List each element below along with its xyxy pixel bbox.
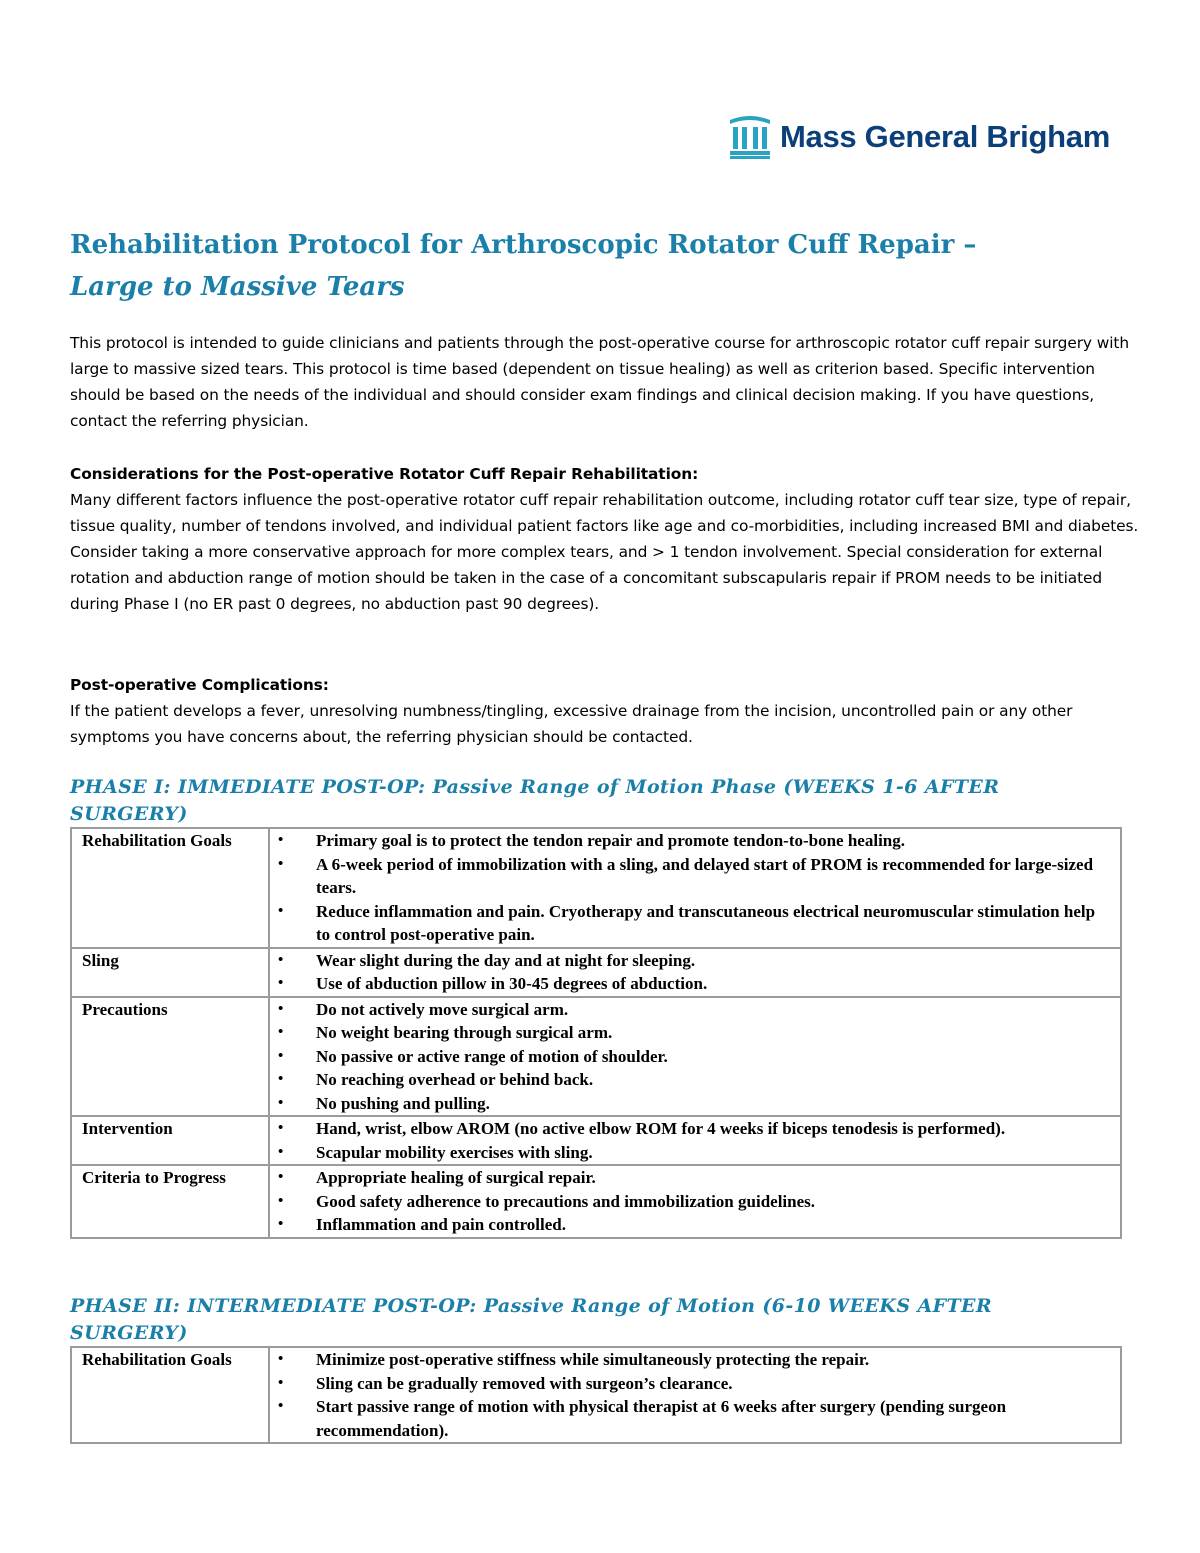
bullet-list xyxy=(270,1348,1110,1442)
list-item: • Sling can be gradually removed with surgeon’s clearance. xyxy=(270,1372,1110,1396)
row-label: Precautions xyxy=(71,997,269,1117)
row-items xyxy=(269,1347,1121,1443)
phase-2-heading: PHASE II: INTERMEDIATE POST-OP: Passive Range of Motion (6-10 WEEKS AFTER SURGERY) xyxy=(70,1295,993,1344)
list-item: • A 6-week period of immobilization with a sling, and delayed start of PROM is recommended for large-sized tears. xyxy=(270,853,1110,900)
brand-name: Mass General Brigham xyxy=(780,119,1110,154)
protocol-row xyxy=(71,1116,1121,1165)
row-items xyxy=(269,997,1121,1117)
list-item: • No passive or active range of motion of shoulder. xyxy=(270,1045,1110,1069)
intro-paragraph: This protocol is intended to guide clinicians and patients through the post-operative course for arthroscopic rotator cuff repair surgery with large to massive sized tears. This protocol is time based (dependent on tissue healing) as well as criterion based. Specific intervention should be based on the needs of the individual and should consider exam findings and clinical decision making. If you have questions, contact the referring physician. xyxy=(70,334,1129,430)
row-items xyxy=(269,1116,1121,1165)
list-item: • Start passive range of motion with physical therapist at 6 weeks after surgery (pending surgeon recommendation). xyxy=(270,1395,1110,1442)
list-item: • Primary goal is to protect the tendon repair and promote tendon-to-bone healing. xyxy=(270,829,1110,853)
list-item: • Use of abduction pillow in 30-45 degrees of abduction. xyxy=(270,972,1110,996)
list-item: • Inflammation and pain controlled. xyxy=(270,1213,1110,1237)
list-item: • Wear slight during the day and at night for sleeping. xyxy=(270,949,1110,973)
bullet-list xyxy=(270,998,1110,1116)
list-item: • Do not actively move surgical arm. xyxy=(270,998,1110,1022)
list-item: • Scapular mobility exercises with sling. xyxy=(270,1141,1110,1165)
row-label: Rehabilitation Goals xyxy=(71,828,269,948)
building-columns-icon xyxy=(728,114,772,160)
row-label: Sling xyxy=(71,948,269,997)
row-items xyxy=(269,1165,1121,1238)
complications-section xyxy=(70,672,1140,750)
complications-heading: Post-operative Complications: xyxy=(70,676,329,694)
protocol-row xyxy=(71,948,1121,997)
bullet-list xyxy=(270,949,1110,996)
list-item: • Hand, wrist, elbow AROM (no active elbow ROM for 4 weeks if biceps tenodesis is performed). xyxy=(270,1117,1110,1141)
considerations-body: Many different factors influence the post-operative rotator cuff repair rehabilitation outcome, including rotator cuff tear size, type of repair, tissue quality, number of tendons involved, and individual patient factors like age and co-morbidities, including increased BMI and diabetes. Consider taking a more conservative approach for more complex tears, and > 1 tendon involvement. Special consideration for external rotation and abduction range of motion should be taken in the case of a concomitant subscapularis repair if PROM needs to be initiated during Phase I (no ER past 0 degrees, no abduction past 90 degrees). xyxy=(70,491,1139,613)
complications-body: If the patient develops a fever, unresolving numbness/tingling, excessive drainage from the incision, uncontrolled pain or any other symptoms you have concerns about, the referring physician should be contacted. xyxy=(70,702,1073,746)
list-item: • No pushing and pulling. xyxy=(270,1092,1110,1116)
protocol-row xyxy=(71,828,1121,948)
list-item: • Minimize post-operative stiffness while simultaneously protecting the repair. xyxy=(270,1348,1110,1372)
row-label: Criteria to Progress xyxy=(71,1165,269,1238)
phase-1-heading: PHASE I: IMMEDIATE POST-OP: Passive Range of Motion Phase (WEEKS 1-6 AFTER SURGERY) xyxy=(70,776,1000,825)
considerations-section xyxy=(70,461,1140,617)
list-item: • Appropriate healing of surgical repair. xyxy=(270,1166,1110,1190)
list-item: • Good safety adherence to precautions and immobilization guidelines. xyxy=(270,1190,1110,1214)
page-title xyxy=(70,224,1150,308)
protocol-row xyxy=(71,997,1121,1117)
row-label: Rehabilitation Goals xyxy=(71,1347,269,1443)
protocol-row xyxy=(71,1165,1121,1238)
row-label: Intervention xyxy=(71,1116,269,1165)
phase-2-table xyxy=(70,1346,1122,1444)
bullet-list xyxy=(270,1166,1110,1237)
brand-logo xyxy=(728,112,1110,162)
list-item: • Reduce inflammation and pain. Cryotherapy and transcutaneous electrical neuromuscular stimulation help to control post-operative pain. xyxy=(270,900,1110,947)
list-item: • No weight bearing through surgical arm. xyxy=(270,1021,1110,1045)
row-items xyxy=(269,948,1121,997)
bullet-list xyxy=(270,829,1110,947)
title-line-1: Rehabilitation Protocol for Arthroscopic Rotator Cuff Repair – xyxy=(70,230,977,260)
phase-1-table xyxy=(70,827,1122,1239)
bullet-list xyxy=(270,1117,1110,1164)
list-item: • No reaching overhead or behind back. xyxy=(270,1068,1110,1092)
protocol-row xyxy=(71,1347,1121,1443)
considerations-heading: Considerations for the Post-operative Rotator Cuff Repair Rehabilitation: xyxy=(70,465,699,483)
row-items xyxy=(269,828,1121,948)
title-line-2: Large to Massive Tears xyxy=(70,272,405,302)
